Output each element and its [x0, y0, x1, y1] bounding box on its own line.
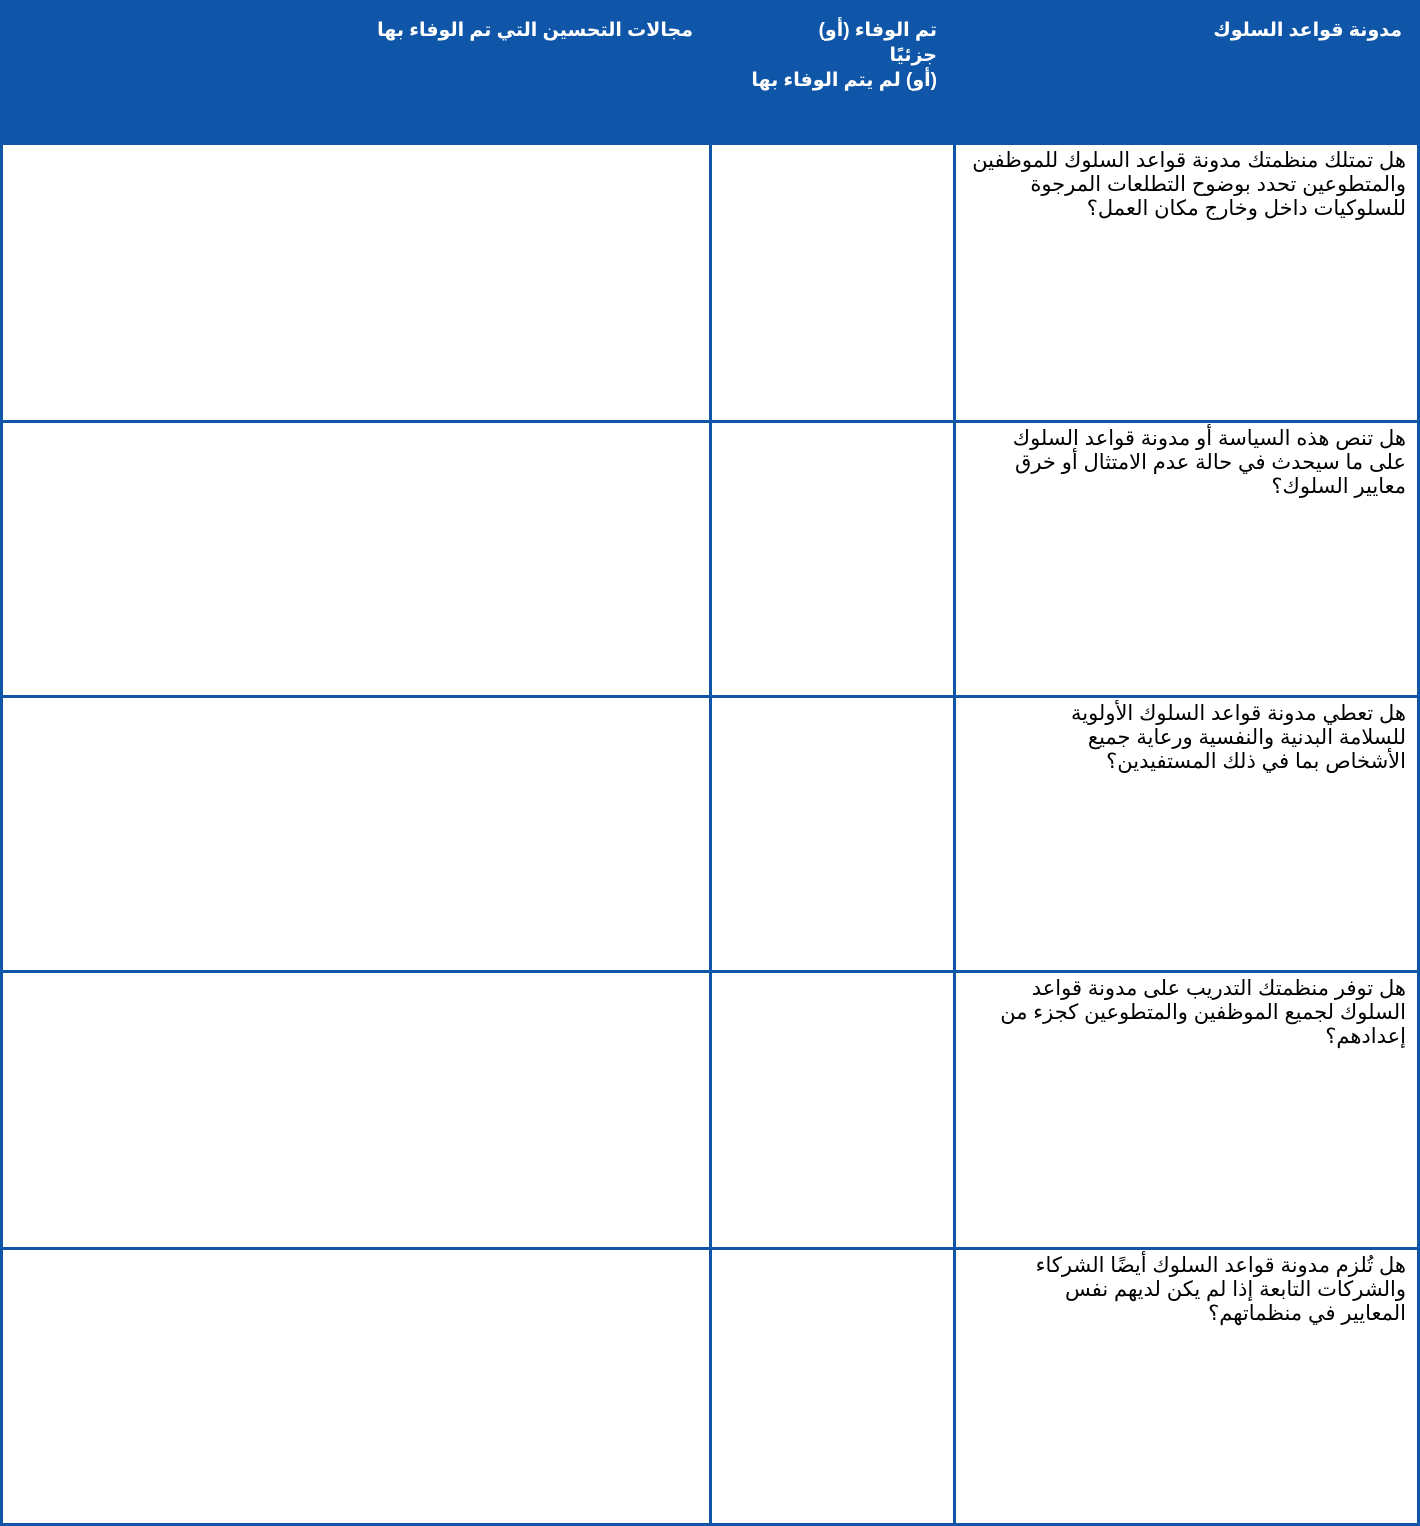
header-label: (أو) لم يتم الوفاء بها [751, 70, 937, 91]
improvement-areas-cell[interactable] [3, 698, 709, 970]
question-text: هل تمتلك منظمتك مدونة قواعد السلوك للموظفين [972, 149, 1406, 172]
header-label: تم الوفاء (أو) [818, 20, 937, 41]
question-cell [966, 702, 1406, 774]
header-label: جزئيًا [889, 45, 937, 66]
question-text: السلوك لجميع الموظفين والمتطوعين كجزء من [1000, 1001, 1406, 1024]
status-cell[interactable] [712, 145, 953, 420]
table-row [0, 698, 1420, 970]
question-text: الأشخاص بما في ذلك المستفيدين؟ [1106, 750, 1406, 773]
header-improvement-areas [0, 0, 711, 145]
status-cell[interactable] [712, 698, 953, 970]
status-cell[interactable] [712, 1250, 953, 1523]
table-row [0, 1250, 1420, 1523]
question-cell [966, 977, 1406, 1049]
question-cell [966, 1254, 1406, 1326]
question-text: هل تعطي مدونة قواعد السلوك الأولوية [1070, 702, 1406, 725]
question-text: هل توفر منظمتك التدريب على مدونة قواعد [1031, 977, 1406, 1000]
improvement-areas-cell[interactable] [3, 145, 709, 420]
table-header [0, 0, 1420, 145]
question-text: هل تُلزم مدونة قواعد السلوك أيضًا الشركاء [1035, 1254, 1406, 1277]
table-row [0, 145, 1420, 420]
question-text: والمتطوعين تحدد بوضوح التطلعات المرجوة [1030, 173, 1406, 196]
question-text: للسلامة البدنية والنفسية ورعاية جميع [1087, 726, 1406, 749]
question-text: والشركات التابعة إذا لم يكن لديهم نفس [1064, 1278, 1406, 1301]
table-row [0, 973, 1420, 1247]
header-label: مجالات التحسين التي تم الوفاء بها [377, 20, 693, 41]
improvement-areas-cell[interactable] [3, 423, 709, 695]
question-text: هل تنص هذه السياسة أو مدونة قواعد السلوك [1012, 427, 1406, 450]
question-text: معايير السلوك؟ [1271, 475, 1406, 498]
improvement-areas-cell[interactable] [3, 973, 709, 1247]
question-text: المعايير في منظماتهم؟ [1208, 1302, 1406, 1325]
question-text: للسلوكيات داخل وخارج مكان العمل؟ [1086, 197, 1406, 220]
question-cell [966, 427, 1406, 499]
header-status [711, 0, 955, 145]
header-label: مدونة قواعد السلوك [1213, 20, 1402, 41]
status-cell[interactable] [712, 973, 953, 1247]
improvement-areas-cell[interactable] [3, 1250, 709, 1523]
table-body [0, 145, 1420, 1526]
status-cell[interactable] [712, 423, 953, 695]
question-cell [966, 149, 1406, 221]
question-text: إعدادهم؟ [1325, 1025, 1406, 1048]
header-code-of-conduct [955, 0, 1420, 145]
table-row [0, 423, 1420, 695]
question-text: على ما سيحدث في حالة عدم الامتثال أو خرق [1015, 451, 1406, 474]
